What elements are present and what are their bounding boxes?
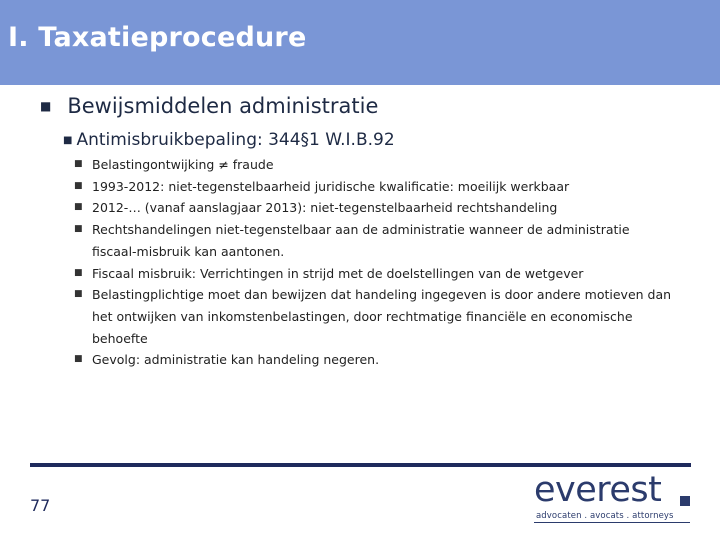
square-bullet-icon: ■ — [74, 354, 83, 365]
list-item: ■ Rechtshandelingen niet-tegenstelbaar aan de administratie wanneer de administratie fiscaal-misbruik kan aantonen. — [74, 219, 674, 262]
level1-item — [40, 94, 378, 118]
level3-list — [74, 154, 674, 371]
level2-item — [63, 130, 395, 150]
list-item: ■ Fiscaal misbruik: Verrichtingen in strijd met de doelstellingen van de wetgever — [74, 263, 674, 285]
logo-underline — [534, 522, 690, 523]
square-bullet-icon: ■ — [40, 99, 52, 113]
slide-title: I. Taxatieprocedure — [8, 22, 307, 53]
page-number: 77 — [30, 496, 51, 515]
square-bullet-icon: ■ — [74, 180, 83, 191]
square-bullet-icon: ■ — [74, 202, 83, 213]
list-item: ■ 2012-… (vanaf aanslagjaar 2013): niet-tegenstelbaarheid rechtshandeling — [74, 197, 674, 219]
logo-square-icon — [680, 496, 690, 506]
list-item: ■ 1993-2012: niet-tegenstelbaarheid juridische kwalificatie: moeilijk werkbaar — [74, 176, 674, 198]
list-item: ■ Belastingontwijking ≠ fraude — [74, 154, 674, 176]
square-bullet-icon: ■ — [74, 267, 83, 278]
footer-divider — [30, 463, 691, 467]
logo-tagline: advocaten . avocats . attorneys — [536, 511, 674, 521]
everest-logo — [534, 470, 694, 524]
level2-text: Antimisbruikbepaling: 344§1 W.I.B.92 — [76, 130, 395, 150]
list-item: ■ Belastingplichtige moet dan bewijzen dat handeling ingegeven is door andere motieven dan het ontwijken van inkomstenbelastingen, door rechtmatige financiële en economische behoefte — [74, 284, 674, 349]
list-item: ■ Gevolg: administratie kan handeling negeren. — [74, 349, 674, 371]
square-bullet-icon: ■ — [74, 224, 83, 235]
square-bullet-icon: ■ — [63, 135, 73, 146]
title-bar — [0, 0, 720, 85]
square-bullet-icon: ■ — [74, 159, 83, 169]
square-bullet-icon: ■ — [74, 289, 83, 300]
level1-text: Bewijsmiddelen administratie — [67, 94, 379, 118]
logo-wordmark: everest — [534, 470, 662, 510]
